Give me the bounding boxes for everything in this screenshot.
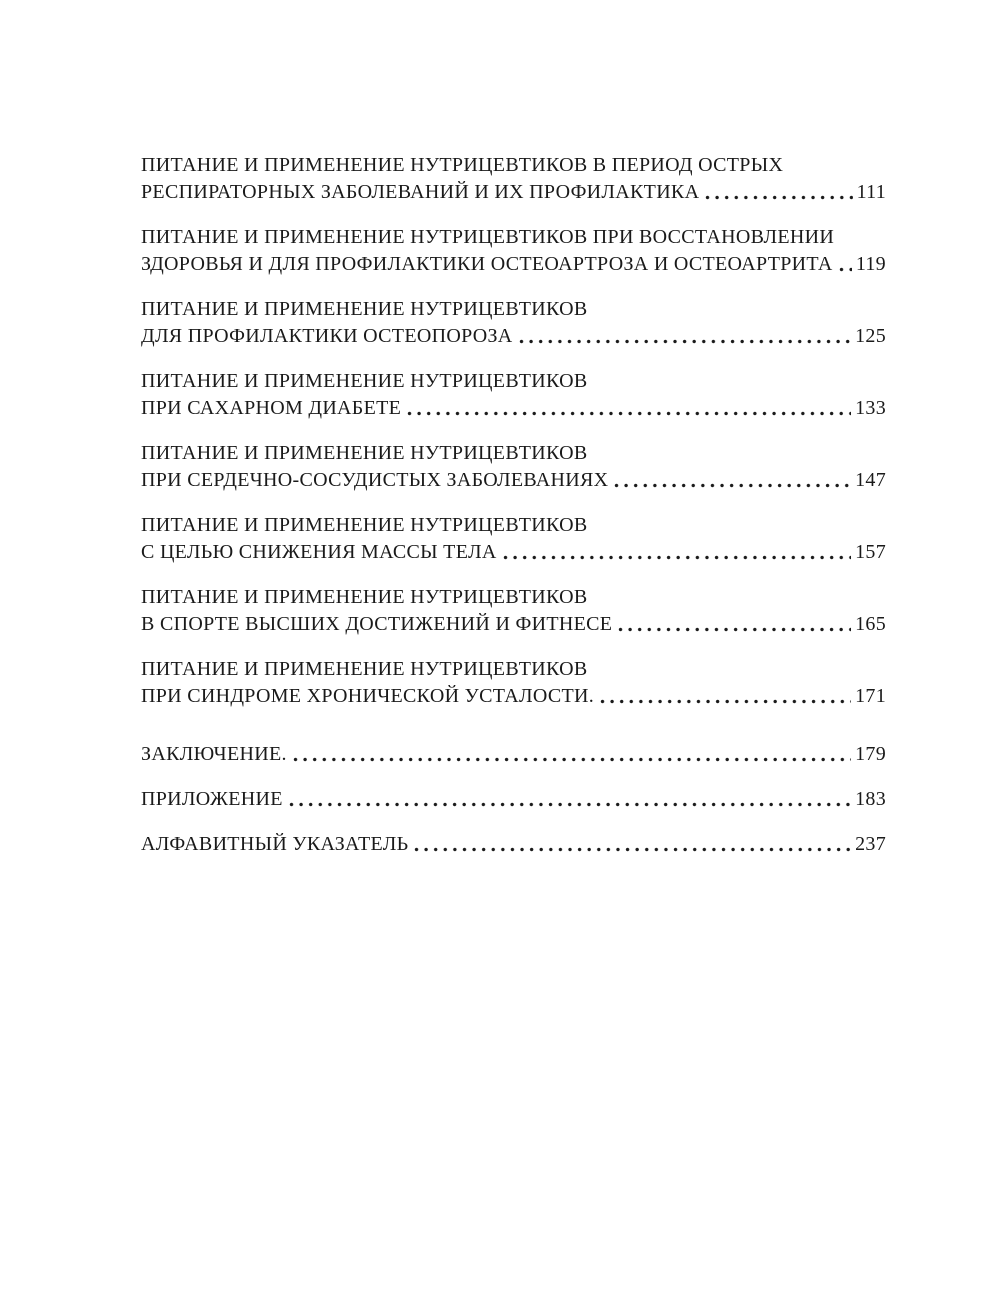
dot-leader [407,395,851,422]
toc-entry-title: С ЦЕЛЬЮ СНИЖЕНИЯ МАССЫ ТЕЛА [141,541,497,563]
toc-entry [141,656,886,710]
toc-entry-line [141,323,886,350]
toc-entry [141,831,886,858]
toc-entry-line [141,786,886,813]
toc-entry [141,440,886,494]
page-number: 171 [855,685,886,707]
dot-leader [519,323,852,350]
toc-entry-title: ПИТАНИЕ И ПРИМЕНЕНИЕ НУТРИЦЕВТИКОВ [141,586,588,608]
toc-entry-title: ПИТАНИЕ И ПРИМЕНЕНИЕ НУТРИЦЕВТИКОВ ПРИ ВОССТАНОВЛЕНИИ [141,226,835,248]
toc-entry-line [141,296,886,323]
toc-entry [141,296,886,350]
toc-entry-title: ПРИ САХАРНОМ ДИАБЕТЕ [141,397,402,419]
toc-entry [141,368,886,422]
page-number: 157 [855,541,886,563]
toc-entry-title: ПИТАНИЕ И ПРИМЕНЕНИЕ НУТРИЦЕВТИКОВ [141,514,588,536]
toc-entry-line [141,683,886,710]
toc-entry [141,152,886,206]
toc-entry-title: ПРИ СЕРДЕЧНО-СОСУДИСТЫХ ЗАБОЛЕВАНИЯХ [141,469,609,491]
page-number: 119 [855,253,886,275]
page-number: 125 [855,325,886,347]
page-number: 165 [855,613,886,635]
dot-leader [414,831,851,858]
toc-entry-title: ЗАКЛЮЧЕНИЕ. [141,743,287,765]
toc-entry-line [141,179,886,206]
toc-entry-title: ПРИ СИНДРОМЕ ХРОНИЧЕСКОЙ УСТАЛОСТИ. [141,685,595,707]
page-number: 147 [855,469,886,491]
page-number: 183 [855,788,886,810]
toc-entry-line [141,467,886,494]
toc-entry-line [141,368,886,395]
dot-leader [503,539,852,566]
dot-leader [289,786,851,813]
toc-entry-line [141,656,886,683]
toc-entry-title: ПИТАНИЕ И ПРИМЕНЕНИЕ НУТРИЦЕВТИКОВ [141,370,588,392]
dot-leader [618,611,851,638]
toc-entry [141,584,886,638]
toc-entry-title: В СПОРТЕ ВЫСШИХ ДОСТИЖЕНИЙ И ФИТНЕСЕ [141,613,613,635]
toc-entry-title: ПИТАНИЕ И ПРИМЕНЕНИЕ НУТРИЦЕВТИКОВ В ПЕРИОД ОСТРЫХ [141,154,784,176]
toc-entry [141,741,886,768]
toc-entry [141,224,886,278]
toc-entry-line [141,611,886,638]
toc-entry-line [141,539,886,566]
toc-entry-line [141,584,886,611]
toc-entry [141,786,886,813]
toc-entry-title: ПИТАНИЕ И ПРИМЕНЕНИЕ НУТРИЦЕВТИКОВ [141,658,588,680]
page-number: 133 [855,397,886,419]
toc-entry [141,512,886,566]
toc-list [141,152,886,858]
toc-entry-title: РЕСПИРАТОРНЫХ ЗАБОЛЕВАНИЙ И ИХ ПРОФИЛАКТИКА [141,181,700,203]
toc-entry-title: АЛФАВИТНЫЙ УКАЗАТЕЛЬ [141,833,409,855]
toc-entry-line [141,224,886,251]
toc-entry-line [141,152,886,179]
toc-entry-title: ПИТАНИЕ И ПРИМЕНЕНИЕ НУТРИЦЕВТИКОВ [141,442,588,464]
toc-entry-line [141,512,886,539]
dot-leader [293,741,851,768]
page-number: 237 [855,833,886,855]
dot-leader [600,683,851,710]
toc-entry-title: ПИТАНИЕ И ПРИМЕНЕНИЕ НУТРИЦЕВТИКОВ [141,298,588,320]
toc-entry-line [141,440,886,467]
page-number: 179 [855,743,886,765]
dot-leader [614,467,851,494]
toc-entry-title: ПРИЛОЖЕНИЕ [141,788,283,810]
dot-leader [839,251,852,278]
toc-entry-line [141,395,886,422]
toc-entry-line [141,251,886,278]
page-number: 111 [856,181,886,203]
toc-entry-line [141,741,886,768]
toc-entry-title: ЗДОРОВЬЯ И ДЛЯ ПРОФИЛАКТИКИ ОСТЕОАРТРОЗА И ОСТЕОАРТРИТА [141,253,833,275]
toc-entry-line [141,831,886,858]
toc-entry-title: ДЛЯ ПРОФИЛАКТИКИ ОСТЕОПОРОЗА [141,325,513,347]
dot-leader [705,179,852,206]
